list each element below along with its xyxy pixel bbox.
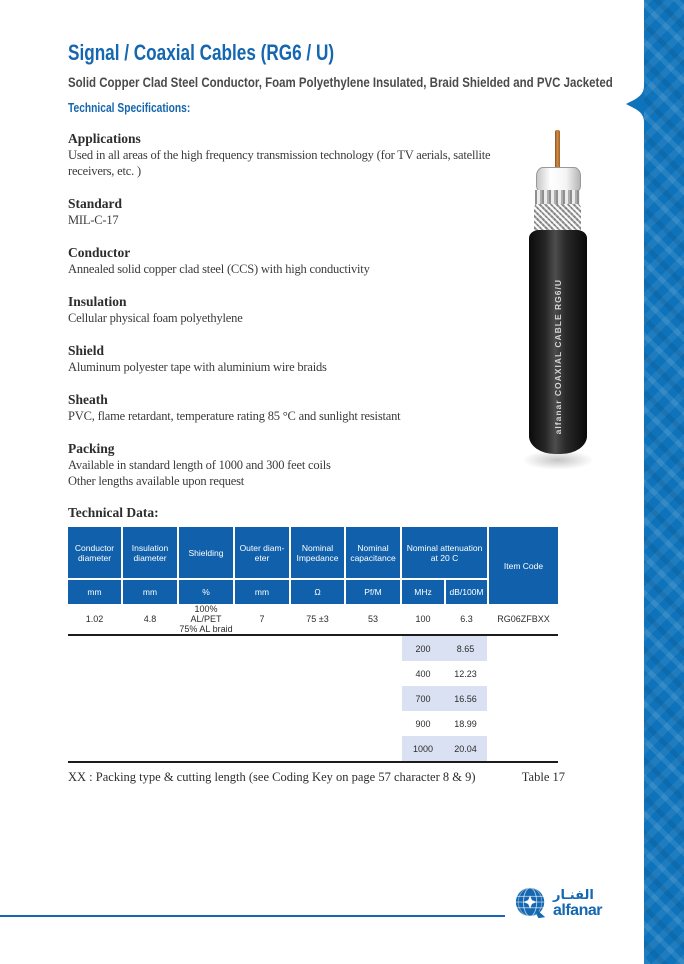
att-mhz: 400: [415, 668, 431, 679]
att-db: 16.56: [454, 693, 477, 704]
attenuation-row: [402, 686, 487, 711]
blue-sidebar: [644, 0, 684, 964]
unit-mm-1: mm: [68, 580, 121, 604]
unit-mhz: MHz: [402, 580, 444, 604]
spec-text: Annealed solid copper clad steel (CCS) with high conductivity: [68, 262, 370, 276]
spec-heading: Sheath: [68, 392, 108, 407]
spec-text: Aluminum polyester tape with aluminium wire braids: [68, 360, 327, 374]
spec-text: Other lengths available upon request: [68, 474, 245, 488]
att-mhz: 900: [415, 718, 431, 729]
unit-db100m: dB/100M: [446, 580, 487, 604]
technical-data-heading: Technical Data:: [68, 505, 159, 520]
unit-mm-3: mm: [235, 580, 289, 604]
att-mhz: 200: [415, 643, 431, 654]
att-mhz: 700: [415, 693, 431, 704]
spec-text: Available in standard length of 1000 and 300 feet coils: [68, 458, 331, 472]
unit-mm-2: mm: [123, 580, 177, 604]
col-header-nominal-capacitance: Nominal capacitance: [346, 527, 400, 578]
spec-section-sheath: [68, 392, 538, 424]
spec-section-shield: [68, 343, 538, 375]
col-header-nominal-attenuation: Nominal attenuation at 20 C: [402, 527, 487, 578]
col-header-nominal-impedance: Nominal Impedance: [291, 527, 344, 578]
spec-text: receivers, etc. ): [68, 164, 141, 178]
shield-tape-ring: [535, 190, 580, 205]
pvc-jacket: [529, 230, 587, 454]
technical-specifications-heading: Technical Specifications:: [68, 101, 191, 115]
page-notch-icon: [626, 86, 644, 122]
spec-text: Cellular physical foam polyethylene: [68, 311, 243, 325]
att-mhz: 1000: [412, 743, 434, 754]
brand-rule: [0, 915, 505, 917]
cell-shielding-line1: 100% AL/PET: [190, 604, 222, 624]
page-subtitle: Solid Copper Clad Steel Conductor, Foam Polyethylene Insulated, Braid Shielded and PVC Jacketed: [68, 74, 613, 90]
attenuation-row: [402, 736, 487, 761]
att-db: 8.65: [456, 643, 475, 654]
spec-heading: Shield: [68, 343, 105, 358]
attenuation-row: [402, 711, 487, 736]
spec-heading: Standard: [68, 196, 123, 211]
logo-latin: alfanar: [553, 901, 602, 919]
unit-percent: %: [179, 580, 233, 604]
cable-print-label: alfanar COAXIAL CABLE RG6/U: [553, 278, 563, 434]
col-header-insulation-diameter: Insulation diameter: [123, 527, 177, 578]
att-db: 18.99: [454, 718, 477, 729]
table-header: [68, 527, 558, 604]
cell-capacitance: 53: [367, 614, 378, 624]
spec-section-packing: [68, 441, 538, 489]
cell-insulation-diameter: 4.8: [143, 614, 157, 624]
att-db: 20.04: [454, 743, 477, 754]
unit-ohm: Ω: [291, 580, 344, 604]
cell-conductor-diameter: 1.02: [85, 614, 104, 624]
cell-item-code: RG06ZFBXX: [497, 614, 550, 624]
page-title: Signal / Coaxial Cables (RG6 / U): [68, 40, 335, 65]
cell-attenuation-mhz: 100: [415, 614, 431, 624]
cell-shielding-line2: 75% AL braid: [179, 624, 233, 634]
att-db: 12.23: [454, 668, 477, 679]
col-header-conductor-diameter: Conductor diameter: [68, 527, 121, 578]
alfanar-globe-icon: [514, 886, 548, 920]
spec-heading: Applications: [68, 131, 141, 146]
attenuation-row: [402, 636, 487, 661]
spec-heading: Packing: [68, 441, 115, 456]
table-divider: [68, 761, 558, 763]
cable-photo: [518, 130, 598, 475]
attenuation-row: [402, 661, 487, 686]
spec-text: Used in all areas of the high frequency transmission technology (for TV aerials, satellite: [68, 148, 491, 162]
cell-outer-diameter: 7: [259, 614, 265, 624]
spec-heading: Conductor: [68, 245, 131, 260]
spec-section-applications: [68, 131, 538, 179]
spec-section-conductor: [68, 245, 538, 277]
copper-conductor: [555, 130, 560, 170]
cell-shielding: [179, 604, 233, 634]
spec-text: MIL-C-17: [68, 213, 119, 227]
cell-impedance: 75 ±3: [306, 614, 329, 624]
logo-text: [553, 889, 602, 918]
alfanar-logo: [514, 886, 602, 920]
spec-sections: [68, 131, 538, 506]
technical-data-table: [68, 527, 558, 763]
col-header-item-code: Item Code: [489, 527, 558, 604]
unit-pfm: Pf/M: [346, 580, 400, 604]
col-header-outer-diameter: Outer diam-eter: [235, 527, 289, 578]
spec-text: PVC, flame retardant, temperature rating 85 °C and sunlight resistant: [68, 409, 401, 423]
spec-section-standard: [68, 196, 538, 228]
spec-section-insulation: [68, 294, 538, 326]
spec-heading: Insulation: [68, 294, 127, 309]
footer-note: XX : Packing type & cutting length (see Coding Key on page 57 character 8 & 9): [68, 770, 476, 784]
col-header-shielding: Shielding: [179, 527, 233, 578]
logo-arabic: الفنـار: [553, 887, 594, 903]
table-row: [68, 604, 558, 634]
footer: [68, 770, 565, 785]
table-reference: Table 17: [521, 770, 565, 784]
cell-attenuation-db: 6.3: [460, 614, 473, 624]
